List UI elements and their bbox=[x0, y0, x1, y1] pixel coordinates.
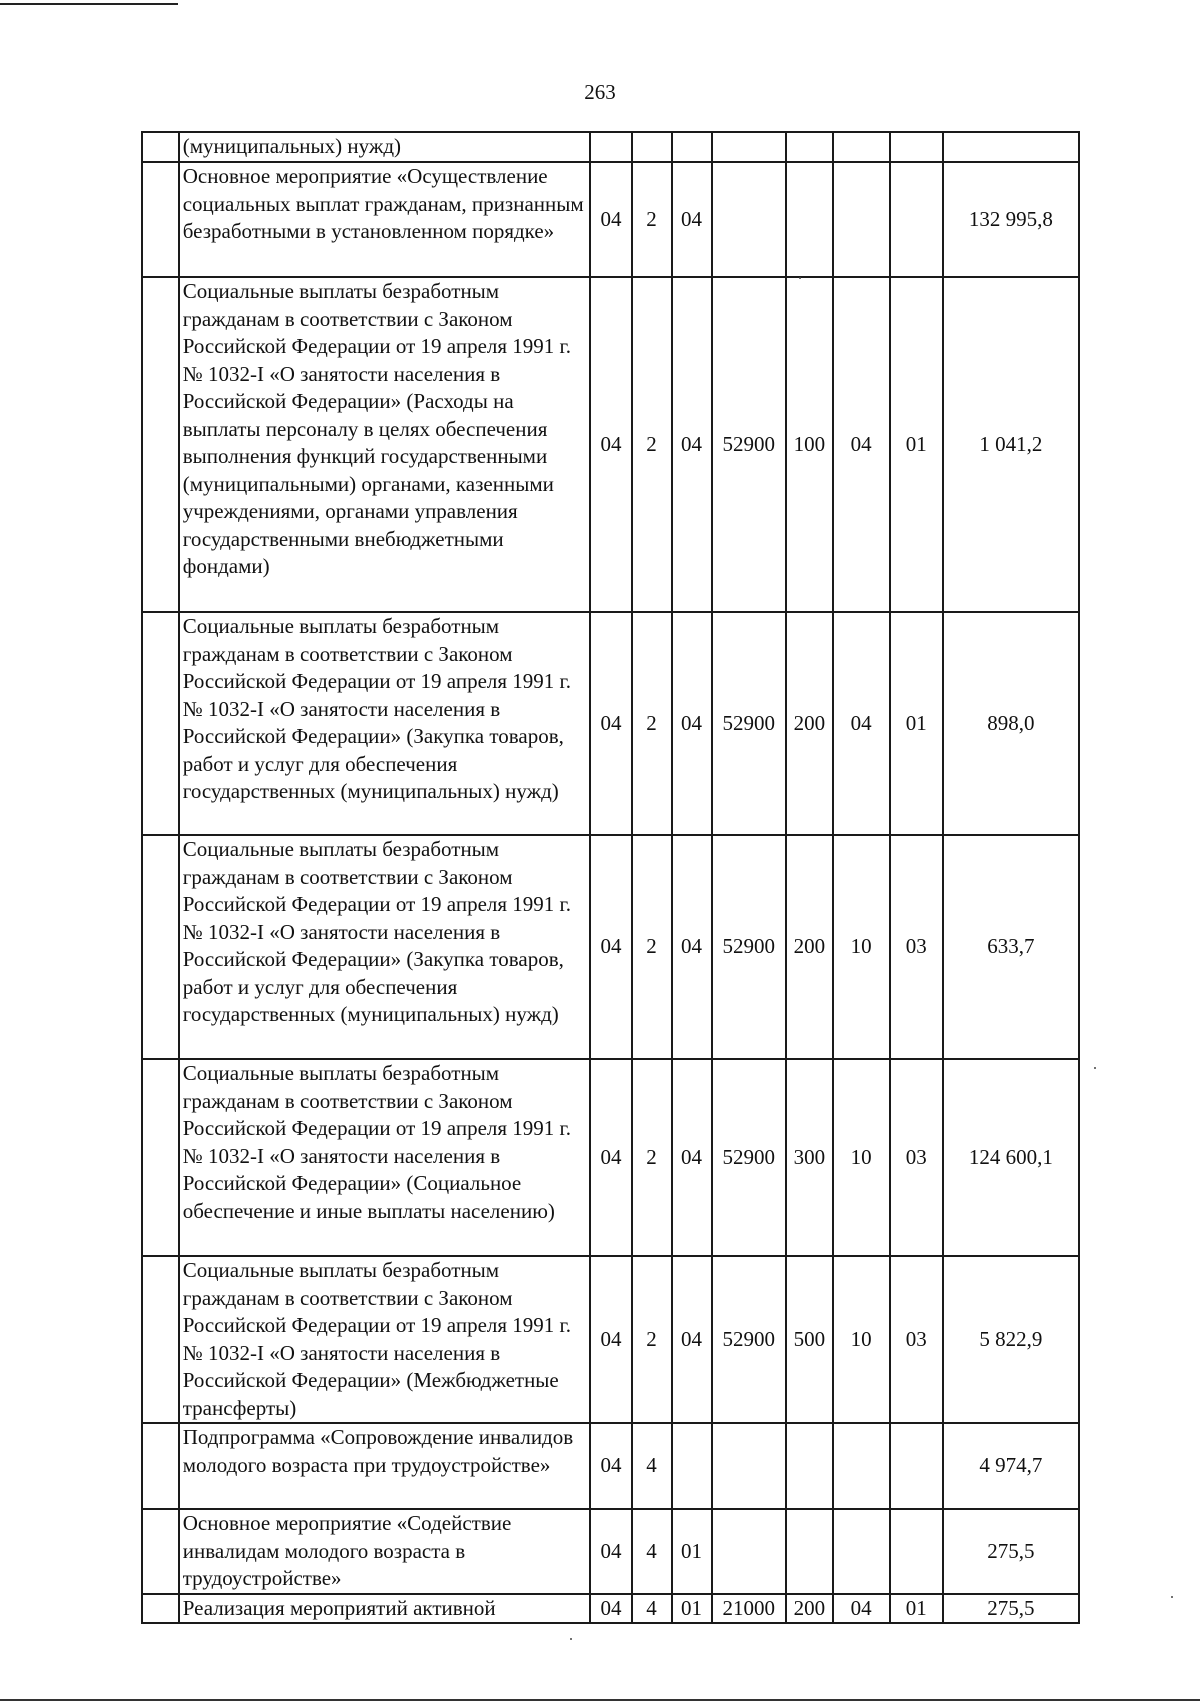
code-direction bbox=[712, 132, 787, 162]
code-section: 04 bbox=[590, 1509, 631, 1594]
amount-cell: 275,5 bbox=[943, 1594, 1079, 1624]
table-body bbox=[142, 132, 1079, 1623]
row-description: Подпрограмма «Сопровождение инвалидов молодого возраста при трудоустройстве» bbox=[179, 1423, 591, 1509]
code-expense-type: 200 bbox=[786, 835, 832, 1059]
row-index-cell bbox=[142, 132, 179, 162]
page-number: 263 bbox=[584, 80, 616, 104]
code-section: 04 bbox=[590, 277, 631, 612]
code-subsection bbox=[890, 162, 943, 277]
row-index-cell bbox=[142, 162, 179, 277]
code-section: 04 bbox=[590, 162, 631, 277]
code-activity: 04 bbox=[672, 277, 712, 612]
table-row bbox=[142, 132, 1079, 162]
code-subprogram: 2 bbox=[632, 1256, 672, 1423]
code-direction bbox=[712, 1423, 787, 1509]
code-activity: 04 bbox=[672, 612, 712, 835]
code-expense-type: 100 bbox=[786, 277, 832, 612]
amount-cell bbox=[943, 132, 1079, 162]
scan-speck bbox=[799, 277, 801, 279]
scan-edge-line bbox=[0, 1699, 1200, 1701]
amount-cell: 4 974,7 bbox=[943, 1423, 1079, 1509]
code-chapter: 10 bbox=[833, 1256, 890, 1423]
code-expense-type bbox=[786, 1423, 832, 1509]
table-row bbox=[142, 612, 1079, 835]
row-description: Социальные выплаты безработным гражданам в соответствии с Законом Российской Федерации от 19 апреля 1991 г. № 1032-I «О занятости населения в Российской Федерации» (Расходы на выплаты персоналу в целях обеспечения выполнения функций государственными (муниципальными) органами, казенными учреждениями, органами управления государственными внебюджетными фондами) bbox=[179, 277, 591, 612]
code-direction: 52900 bbox=[712, 835, 787, 1059]
row-index-cell bbox=[142, 1256, 179, 1423]
code-section: 04 bbox=[590, 1423, 631, 1509]
code-expense-type bbox=[786, 132, 832, 162]
code-expense-type: 200 bbox=[786, 1594, 832, 1624]
code-subsection: 03 bbox=[890, 835, 943, 1059]
code-direction bbox=[712, 1509, 787, 1594]
code-section: 04 bbox=[590, 835, 631, 1059]
table-row bbox=[142, 162, 1079, 277]
code-subprogram: 2 bbox=[632, 835, 672, 1059]
code-subprogram bbox=[632, 132, 672, 162]
code-subsection: 01 bbox=[890, 1594, 943, 1624]
row-description: Социальные выплаты безработным гражданам в соответствии с Законом Российской Федерации от 19 апреля 1991 г. № 1032-I «О занятости населения в Российской Федерации» (Межбюджетные трансферты) bbox=[179, 1256, 591, 1423]
code-activity bbox=[672, 132, 712, 162]
row-description: (муниципальных) нужд) bbox=[179, 132, 591, 162]
code-direction: 52900 bbox=[712, 1256, 787, 1423]
row-description: Реализация мероприятий активной bbox=[179, 1594, 591, 1624]
code-chapter bbox=[833, 132, 890, 162]
code-section bbox=[590, 132, 631, 162]
row-description: Социальные выплаты безработным гражданам в соответствии с Законом Российской Федерации от 19 апреля 1991 г. № 1032-I «О занятости населения в Российской Федерации» (Закупка товаров, работ и услуг для обеспечения государственных (муниципальных) нужд) bbox=[179, 835, 591, 1059]
code-subsection bbox=[890, 1423, 943, 1509]
row-index-cell bbox=[142, 612, 179, 835]
code-subprogram: 2 bbox=[632, 612, 672, 835]
row-index-cell bbox=[142, 1059, 179, 1256]
code-subprogram: 2 bbox=[632, 162, 672, 277]
row-description: Социальные выплаты безработным гражданам в соответствии с Законом Российской Федерации от 19 апреля 1991 г. № 1032-I «О занятости населения в Российской Федерации» (Социальное обеспечение и иные выплаты населению) bbox=[179, 1059, 591, 1256]
code-section: 04 bbox=[590, 1594, 631, 1624]
code-expense-type: 300 bbox=[786, 1059, 832, 1256]
budget-table bbox=[141, 131, 1080, 1624]
code-expense-type bbox=[786, 1509, 832, 1594]
code-subprogram: 4 bbox=[632, 1509, 672, 1594]
code-subsection bbox=[890, 132, 943, 162]
scan-speck bbox=[1171, 1596, 1173, 1598]
code-chapter bbox=[833, 1423, 890, 1509]
amount-cell: 898,0 bbox=[943, 612, 1079, 835]
code-direction: 52900 bbox=[712, 277, 787, 612]
row-index-cell bbox=[142, 1594, 179, 1624]
code-direction: 21000 bbox=[712, 1594, 787, 1624]
code-activity: 04 bbox=[672, 1059, 712, 1256]
code-activity: 01 bbox=[672, 1594, 712, 1624]
row-index-cell bbox=[142, 277, 179, 612]
code-subprogram: 4 bbox=[632, 1423, 672, 1509]
code-chapter: 04 bbox=[833, 612, 890, 835]
code-section: 04 bbox=[590, 1256, 631, 1423]
code-subsection: 01 bbox=[890, 277, 943, 612]
amount-cell: 1 041,2 bbox=[943, 277, 1079, 612]
table-row bbox=[142, 1256, 1079, 1423]
code-subprogram: 2 bbox=[632, 1059, 672, 1256]
code-activity: 04 bbox=[672, 162, 712, 277]
code-activity: 04 bbox=[672, 1256, 712, 1423]
code-expense-type: 500 bbox=[786, 1256, 832, 1423]
code-direction: 52900 bbox=[712, 1059, 787, 1256]
code-subsection bbox=[890, 1509, 943, 1594]
row-index-cell bbox=[142, 835, 179, 1059]
scan-speck bbox=[1094, 1067, 1096, 1069]
table-row bbox=[142, 277, 1079, 612]
row-description: Социальные выплаты безработным гражданам в соответствии с Законом Российской Федерации от 19 апреля 1991 г. № 1032-I «О занятости населения в Российской Федерации» (Закупка товаров, работ и услуг для обеспечения государственных (муниципальных) нужд) bbox=[179, 612, 591, 835]
table-row bbox=[142, 1594, 1079, 1624]
code-subprogram: 4 bbox=[632, 1594, 672, 1624]
code-activity: 01 bbox=[672, 1509, 712, 1594]
code-expense-type bbox=[786, 162, 832, 277]
code-activity bbox=[672, 1423, 712, 1509]
code-direction: 52900 bbox=[712, 612, 787, 835]
code-expense-type: 200 bbox=[786, 612, 832, 835]
row-index-cell bbox=[142, 1423, 179, 1509]
table-row bbox=[142, 835, 1079, 1059]
code-direction bbox=[712, 162, 787, 277]
row-index-cell bbox=[142, 1509, 179, 1594]
scan-edge-line bbox=[0, 3, 178, 5]
code-chapter: 10 bbox=[833, 1059, 890, 1256]
code-chapter: 04 bbox=[833, 1594, 890, 1624]
code-chapter: 10 bbox=[833, 835, 890, 1059]
code-subsection: 03 bbox=[890, 1256, 943, 1423]
code-chapter bbox=[833, 162, 890, 277]
code-subsection: 03 bbox=[890, 1059, 943, 1256]
code-section: 04 bbox=[590, 612, 631, 835]
amount-cell: 132 995,8 bbox=[943, 162, 1079, 277]
table-row bbox=[142, 1423, 1079, 1509]
code-section: 04 bbox=[590, 1059, 631, 1256]
amount-cell: 275,5 bbox=[943, 1509, 1079, 1594]
code-subsection: 01 bbox=[890, 612, 943, 835]
scan-speck bbox=[570, 1638, 572, 1640]
row-description: Основное мероприятие «Осуществление социальных выплат гражданам, признанным безработными в установленном порядке» bbox=[179, 162, 591, 277]
table-row bbox=[142, 1509, 1079, 1594]
table-row bbox=[142, 1059, 1079, 1256]
amount-cell: 124 600,1 bbox=[943, 1059, 1079, 1256]
code-activity: 04 bbox=[672, 835, 712, 1059]
code-chapter: 04 bbox=[833, 277, 890, 612]
code-subprogram: 2 bbox=[632, 277, 672, 612]
code-chapter bbox=[833, 1509, 890, 1594]
amount-cell: 633,7 bbox=[943, 835, 1079, 1059]
amount-cell: 5 822,9 bbox=[943, 1256, 1079, 1423]
row-description: Основное мероприятие «Содействие инвалидам молодого возраста в трудоустройстве» bbox=[179, 1509, 591, 1594]
